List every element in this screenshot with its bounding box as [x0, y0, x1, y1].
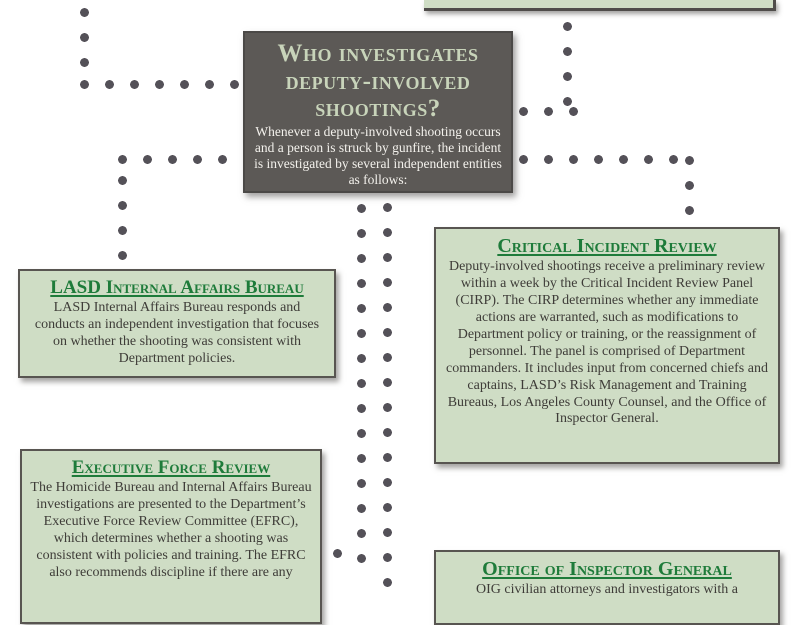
dotted-connector-right-vertical	[685, 148, 694, 223]
oig-box-body: OIG civilian attorneys and investigators with a	[475, 582, 739, 597]
dotted-connector-topleft-horizontal	[72, 80, 247, 89]
dotted-connector-leftmid-vertical	[118, 168, 127, 268]
box-lasd-internal-affairs-bureau	[18, 269, 336, 378]
dotted-connector-topleft-vertical	[80, 0, 89, 75]
box-critical-incident-review	[434, 227, 780, 464]
efr-box-body: The Homicide Bureau and Internal Affairs Bureau investigations are presented to the Department’s Executive Force Review Committee (EFRC), which determines whether a shooting was consistent with policies and training. The EFRC also recommends discipline if there are any	[30, 479, 312, 580]
dotted-connector-leftmid-horizontal	[110, 155, 235, 164]
dotted-connector-middle-left-stub	[325, 549, 350, 558]
lasd-box-body: LASD Internal Affairs Bureau responds and conducts an independent investigation that focuses on whether the shooting was consistent with Department policies.	[34, 299, 320, 366]
dotted-connector-righttop-vertical	[563, 14, 572, 114]
cutoff-box-top-edge	[424, 0, 776, 11]
efr-box-heading: Executive Force Review	[71, 457, 271, 478]
lasd-box-heading: LASD Internal Affairs Bureau	[50, 277, 304, 298]
box-office-of-inspector-general	[434, 550, 780, 625]
dotted-connector-right-horizontal	[511, 155, 686, 164]
cir-box-heading: Critical Incident Review	[497, 235, 717, 257]
infographic-subtitle: Whenever a deputy-involved shooting occurs and a person is struck by gunfire, the incident is investigated by several independent entities as follows:	[254, 123, 502, 188]
dotted-connector-middle-right-vertical	[383, 195, 392, 600]
infographic-title: Who investigates deputy-involved shootings?	[277, 40, 479, 122]
oig-box-heading: Office of Inspector General	[482, 558, 732, 580]
dotted-connector-middle-left-vertical	[357, 196, 366, 571]
title-box	[243, 31, 513, 193]
box-executive-force-review	[20, 449, 322, 624]
dotted-connector-righttop-horizontal	[511, 107, 586, 116]
cir-box-body: Deputy-involved shootings receive a preliminary review within a week by the Critical Incident Review Panel (CIRP). The CIRP determines whether any immediate actions are warranted, such as modifications to Department policy or training, or the reassignment of personnel. The panel is comprised of Department commanders. It includes input from concerned chiefs and captains, LASD’s Risk Management and Training Bureaus, Los Angeles County Counsel, and the Office of Inspector General.	[446, 259, 768, 427]
